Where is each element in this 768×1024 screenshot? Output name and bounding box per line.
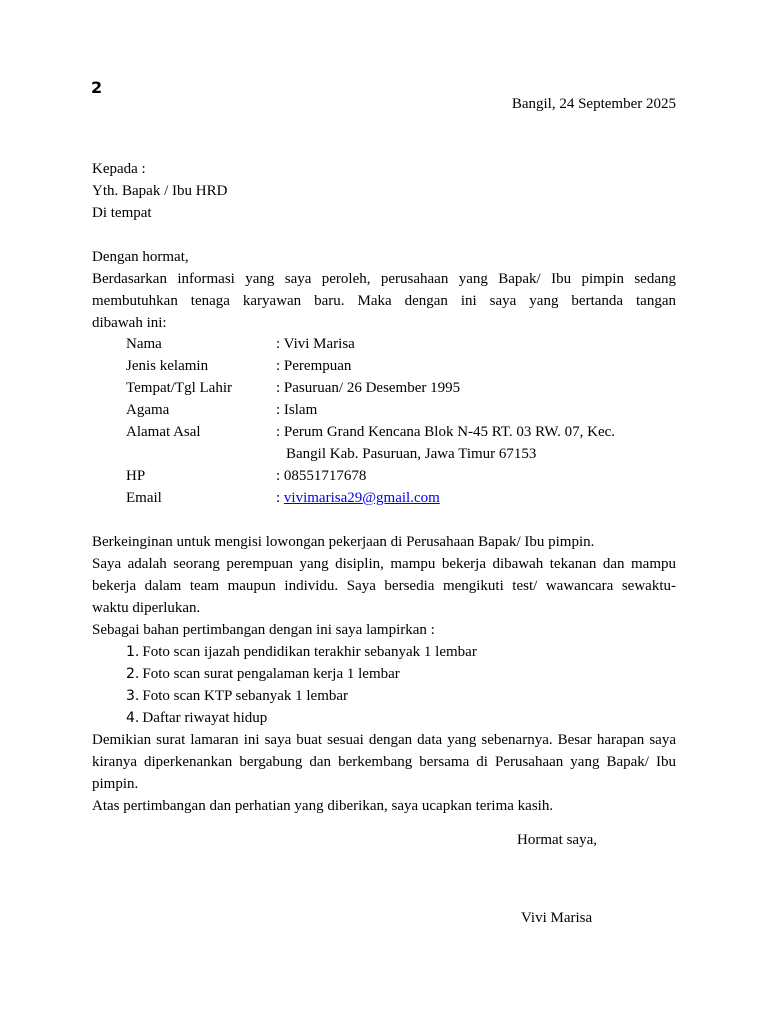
- detail-value-religion: : Islam: [276, 402, 318, 418]
- recipient-name: Yth. Bapak / Ibu HRD: [92, 183, 228, 199]
- closing-line-4: Atas pertimbangan dan perhatian yang diberikan, saya ucapkan terima kasih.: [92, 798, 554, 814]
- detail-value-nama: : Vivi Marisa: [276, 336, 355, 352]
- attachment-item-4: [126, 707, 267, 729]
- detail-value-birth: : Pasuruan/ 26 Desember 1995: [276, 380, 461, 396]
- body-paragraph-2-line-3: waktu diperlukan.: [92, 600, 201, 616]
- detail-label-birth: Tempat/Tgl Lahir: [126, 380, 232, 396]
- intro-line-1: Berdasarkan informasi yang saya peroleh, perusahaan yang Bapak/ Ibu pimpin sedang: [92, 271, 676, 287]
- closing-line-2: kiranya diperkenankan bergabung dan berkembang bersama di Perusahaan yang Bapak/ Ibu: [92, 754, 676, 770]
- list-text: Foto scan KTP sebanyak 1 lembar: [142, 688, 349, 704]
- detail-label-email: Email: [126, 490, 162, 506]
- list-text: Foto scan ijazah pendidikan terakhir sebanyak 1 lembar: [142, 644, 477, 660]
- detail-value-email-row: [276, 487, 440, 509]
- attachment-item-2: [126, 663, 400, 685]
- detail-label-phone: HP: [126, 468, 146, 484]
- recipient-place: Di tempat: [92, 205, 152, 221]
- list-text: Foto scan surat pengalaman kerja 1 lembar: [142, 666, 400, 682]
- detail-label-address: Alamat Asal: [126, 424, 201, 440]
- closing-line-1: Demikian surat lamaran ini saya buat sesuai dengan data yang sebenarnya. Besar harapan saya: [92, 732, 676, 748]
- body-paragraph-3: Sebagai bahan pertimbangan dengan ini saya lampirkan :: [92, 622, 435, 638]
- date-line: Bangil, 24 September 2025: [511, 96, 676, 112]
- list-text: Daftar riwayat hidup: [142, 710, 268, 726]
- list-number: 1.: [126, 644, 140, 660]
- email-link[interactable]: vivimarisa29@gmail.com: [283, 490, 440, 506]
- detail-value-phone: : 08551717678: [276, 468, 367, 484]
- detail-label-nama: Nama: [126, 336, 162, 352]
- body-paragraph-2-line-2: bekerja dalam team maupun individu. Saya bersedia mengikuti test/ wawancara sewaktu-: [92, 578, 676, 594]
- detail-value-address-cont: Bangil Kab. Pasuruan, Jawa Timur 67153: [286, 446, 537, 462]
- list-number: 2.: [126, 666, 140, 682]
- list-number: 3.: [126, 688, 140, 704]
- body-paragraph-2-line-1: Saya adalah seorang perempuan yang disiplin, mampu bekerja dibawah tekanan dan mampu: [92, 556, 676, 572]
- body-paragraph-1: Berkeinginan untuk mengisi lowongan pekerjaan di Perusahaan Bapak/ Ibu pimpin.: [92, 534, 595, 550]
- page-number: 2: [91, 78, 103, 97]
- intro-line-3: dibawah ini:: [92, 315, 167, 331]
- detail-value-address: : Perum Grand Kencana Blok N-45 RT. 03 RW. 07, Kec.: [276, 424, 616, 440]
- signature-name: Vivi Marisa: [521, 910, 593, 926]
- recipient-to: Kepada :: [92, 161, 146, 177]
- signature-salutation: Hormat saya,: [517, 832, 597, 848]
- detail-value-gender: : Perempuan: [276, 358, 352, 374]
- greeting: Dengan hormat,: [92, 249, 189, 265]
- list-number: 4.: [126, 710, 140, 726]
- attachment-item-1: [126, 641, 477, 663]
- detail-label-religion: Agama: [126, 402, 170, 418]
- email-colon: :: [276, 490, 281, 506]
- intro-line-2: membutuhkan tenaga karyawan baru. Maka dengan ini saya yang bertanda tangan: [92, 293, 676, 309]
- closing-line-3: pimpin.: [92, 776, 139, 792]
- detail-label-gender: Jenis kelamin: [126, 358, 209, 374]
- attachment-item-3: [126, 685, 348, 707]
